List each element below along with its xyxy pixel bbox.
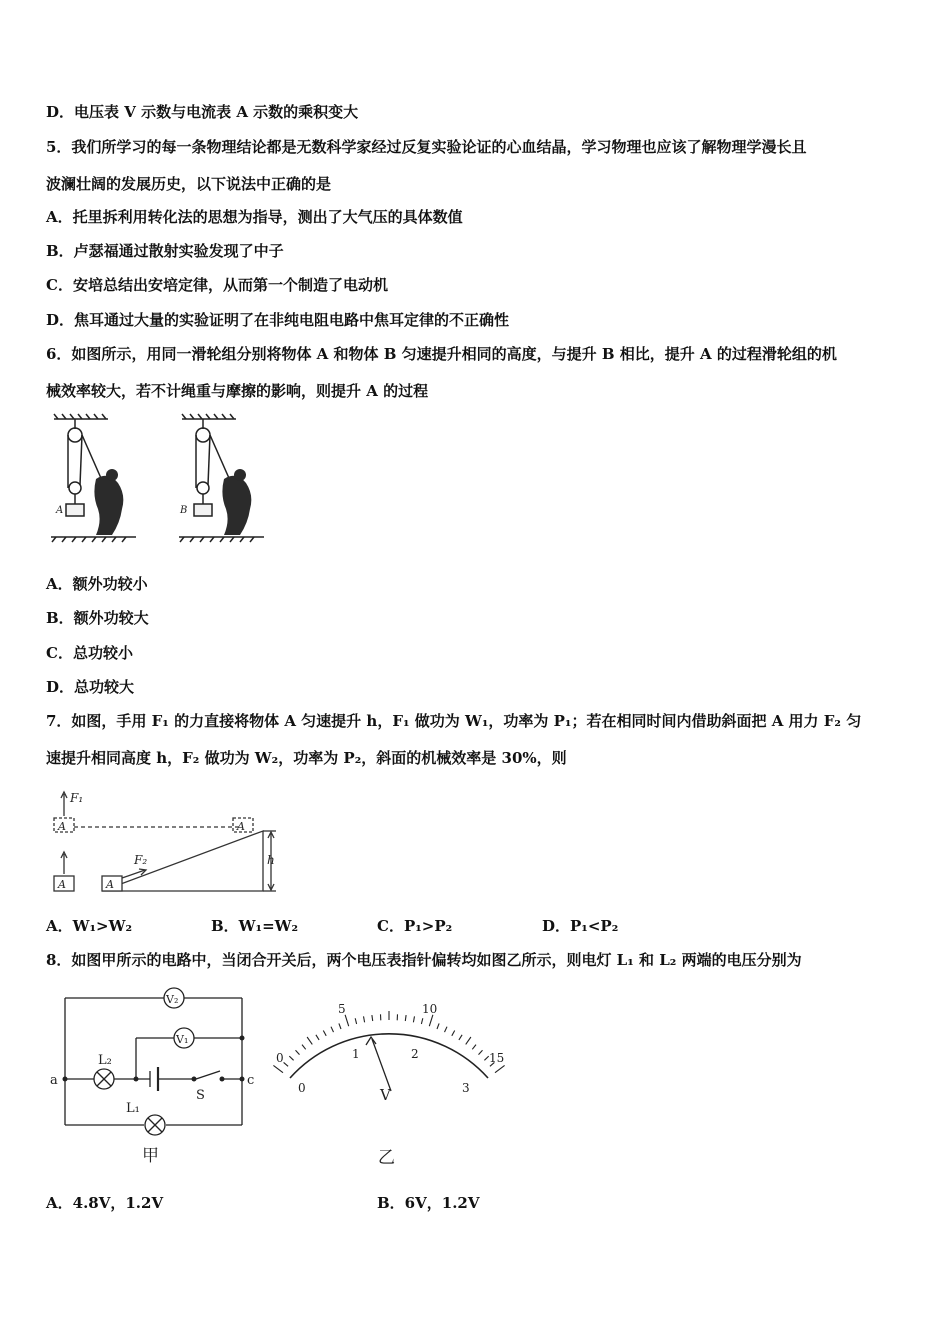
meter-tick xyxy=(421,1018,422,1024)
meter-tick xyxy=(459,1035,462,1040)
q8-option-a: A．4.8V，1.2V xyxy=(46,1194,164,1212)
label-h: h xyxy=(267,853,275,867)
meter-tick xyxy=(273,1065,283,1072)
meter-tick xyxy=(364,1016,365,1022)
q7-option-b: B．W₁=W₂ xyxy=(211,917,299,935)
meter-tick xyxy=(413,1016,414,1022)
pulley-figure xyxy=(46,413,268,545)
v2-label: V₂ xyxy=(166,993,179,1006)
q5-stem-line2: 波澜壮阔的发展历史，以下说法中正确的是 xyxy=(46,175,332,193)
meter-tick xyxy=(284,1062,289,1066)
q6-option-d: D．总功较大 xyxy=(46,678,135,696)
meter-tick xyxy=(479,1050,483,1054)
label-a-incline: A xyxy=(106,878,114,891)
meter-tick xyxy=(355,1018,356,1024)
q6-stem-line2: 械效率较大，若不计绳重与摩擦的影响，则提升 A 的过程 xyxy=(46,382,429,400)
meter-tick xyxy=(452,1031,455,1036)
meter-top-0: 0 xyxy=(276,1051,284,1065)
meter-bottom-0: 0 xyxy=(298,1081,306,1095)
q7-stem-line2: 速提升相同高度 h，F₂ 做功为 W₂，功率为 P₂，斜面的机械效率是 30%，则 xyxy=(46,749,567,767)
q5-option-a: A．托里拆利用转化法的思想为指导，测出了大气压的具体数值 xyxy=(46,208,463,226)
meter-tick xyxy=(307,1037,312,1044)
label-a-ground: A xyxy=(58,878,66,891)
circuit-caption: 甲 xyxy=(142,1146,159,1166)
meter-tick xyxy=(339,1023,341,1029)
meter-tick xyxy=(323,1031,326,1036)
meter-tick xyxy=(437,1023,439,1029)
meter-tick xyxy=(302,1045,306,1050)
meter-tick xyxy=(296,1050,300,1054)
l1-label: L₁ xyxy=(126,1101,140,1116)
meter-tick xyxy=(289,1056,293,1060)
q6-stem-line1: 6．如图所示，用同一滑轮组分别将物体 A 和物体 B 匀速提升相同的高度，与提升 B 相比，提升 A 的过程滑轮组的机 xyxy=(46,345,837,363)
meter-tick xyxy=(495,1065,505,1072)
meter-unit: V xyxy=(380,1086,391,1104)
q7-option-d: D．P₁<P₂ xyxy=(542,917,619,935)
q8-option-b: B．6V，1.2V xyxy=(377,1194,480,1212)
meter-top-5: 5 xyxy=(338,1002,346,1016)
meter-caption: 乙 xyxy=(378,1148,395,1168)
incline-figure xyxy=(50,786,282,896)
voltmeter-dial xyxy=(266,995,516,1170)
meter-bottom-3: 3 xyxy=(462,1081,470,1095)
meter-tick xyxy=(429,1015,433,1026)
q5-option-d: D．焦耳通过大量的实验证明了在非纯电阻电路中焦耳定律的不正确性 xyxy=(46,311,510,329)
node-c-label: c xyxy=(247,1073,255,1088)
pulley-label-a: A xyxy=(56,505,64,516)
q6-option-c: C．总功较小 xyxy=(46,644,133,662)
q6-option-b: B．额外功较大 xyxy=(46,609,149,627)
q7-option-a: A．W₁>W₂ xyxy=(46,917,133,935)
meter-bottom-1: 1 xyxy=(352,1047,360,1061)
label-a-top-right: A xyxy=(237,820,245,833)
meter-tick xyxy=(331,1027,334,1032)
label-a-top-left: A xyxy=(58,820,66,833)
l2-label: L₂ xyxy=(98,1053,112,1068)
q6-option-a: A．额外功较小 xyxy=(46,575,148,593)
meter-tick xyxy=(345,1015,349,1026)
circuit-diagram xyxy=(46,985,276,1170)
meter-tick xyxy=(405,1015,406,1021)
v1-label: V₁ xyxy=(176,1033,189,1046)
label-f1: F₁ xyxy=(70,791,84,805)
prev-option-d: D．电压表 V 示数与电流表 A 示数的乘积变大 xyxy=(46,103,359,121)
q7-option-c: C．P₁>P₂ xyxy=(377,917,453,935)
meter-tick xyxy=(316,1035,319,1040)
pulley-label-b: B xyxy=(180,505,188,516)
meter-tick xyxy=(466,1037,471,1044)
meter-tick xyxy=(445,1027,448,1032)
label-f2: F₂ xyxy=(134,853,148,867)
switch-label: S xyxy=(196,1088,205,1103)
q8-stem: 8．如图甲所示的电路中，当闭合开关后，两个电压表指针偏转均如图乙所示，则电灯 L₁ 和 L₂ 两端的电压分别为 xyxy=(46,951,802,969)
q5-stem-line1: 5．我们所学习的每一条物理结论都是无数科学家经过反复实验论证的心血结晶，学习物理也应该了解物理学漫长且 xyxy=(46,138,807,156)
q5-option-c: C．安培总结出安培定律，从而第一个制造了电动机 xyxy=(46,276,388,294)
meter-tick xyxy=(472,1045,476,1050)
meter-bottom-2: 2 xyxy=(411,1047,419,1061)
node-a-label: a xyxy=(50,1073,58,1088)
q5-option-b: B．卢瑟福通过散射实验发现了中子 xyxy=(46,242,284,260)
q7-stem-line1: 7．如图，手用 F₁ 的力直接将物体 A 匀速提升 h，F₁ 做功为 W₁，功率为 P₁；若在相同时间内借助斜面把 A 用力 F₂ 匀 xyxy=(46,712,862,730)
meter-tick xyxy=(372,1015,373,1021)
meter-top-15: 15 xyxy=(489,1051,505,1065)
meter-top-10: 10 xyxy=(422,1002,438,1016)
